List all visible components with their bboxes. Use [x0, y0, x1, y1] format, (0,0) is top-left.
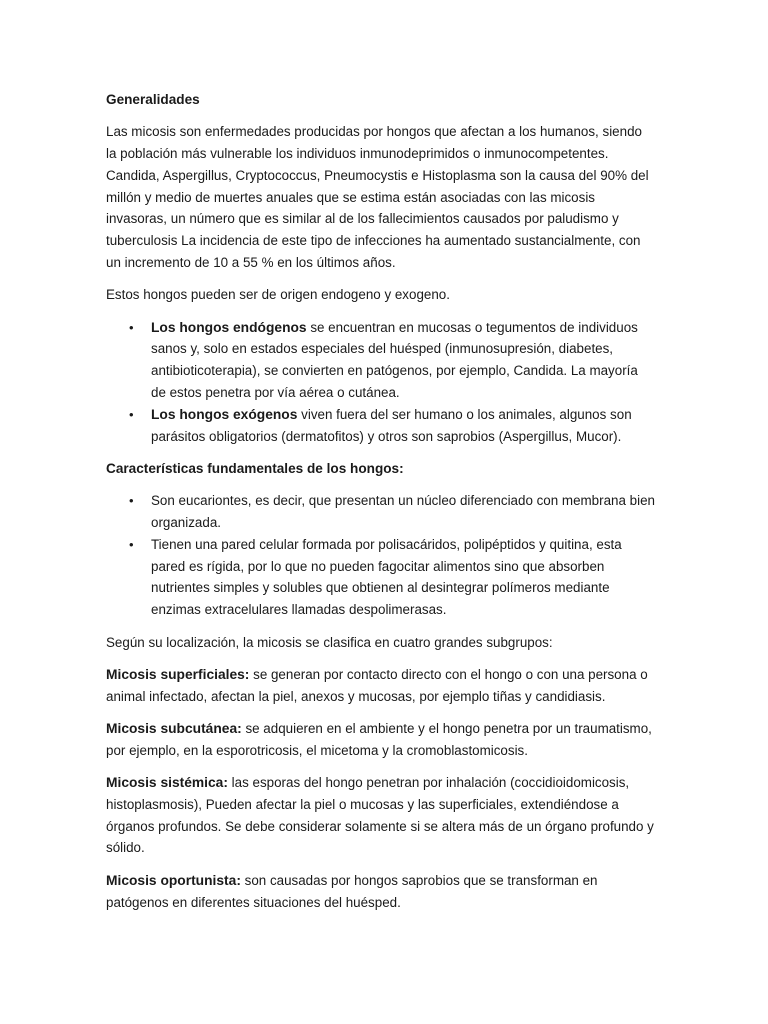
origin-sentence: Estos hongos pueden ser de origen endogeno y exogeno. [106, 287, 450, 303]
term-description: viven fuera del ser humano o los animales, algunos son parásitos obligatorios (dermatofitos) y otros son saprobios (Aspergillus, Mucor). [151, 406, 632, 444]
term-description: se generan por contacto directo con el hongo o con una persona o animal infectado, afectan la piel, anexos y mucosas, por ejemplo tiñas y candidiasis. [106, 666, 648, 704]
characteristic-text: Son eucariontes, es decir, que presentan un núcleo diferenciado con membrana bien organizada. [151, 493, 655, 531]
term-description: las esporas del hongo penetran por inhalación (coccidioidomicosis, histoplasmosis), Pueden afectar la piel o mucosas y las superficiales, extendiéndose a órganos profundos. Se debe considerar solamente si se altera más de un órgano profundo y sólido. [106, 775, 654, 856]
term-description: se encuentran en mucosas o tegumentos de individuos sanos y, solo en estados especiales del huésped (inmunosupresión, diabetes, antibioticoterapia), se convierten en patógenos, por ejemplo, Candida. La mayoría de estos penetra por vía aérea o cutánea. [151, 319, 638, 401]
term-systemic: Micosis sistémica: [106, 775, 228, 791]
characteristic-text: Tienen una pared celular formada por polisacáridos, polipéptidos y quitina, esta pared es rígida, por lo que no pueden fagocitar alimentos sino que absorben nutrientes simples y solubles que obtienen al desintegrar polímeros mediante enzimas extracelulares llamadas despolimerasas. [151, 536, 622, 618]
classification-paragraph [106, 772, 656, 859]
classification-paragraph [106, 664, 656, 708]
list-item [106, 317, 656, 404]
term-endogenous: Los hongos endógenos [151, 319, 307, 335]
list-item [106, 534, 656, 621]
term-description: son causadas por hongos saprobios que se transforman en patógenos en diferentes situaciones del huésped. [106, 872, 598, 910]
bullet-icon: • [129, 536, 134, 552]
term-exogenous: Los hongos exógenos [151, 406, 298, 422]
document-page [106, 88, 656, 924]
term-description: se adquieren en el ambiente y el hongo penetra por un traumatismo, por ejemplo, en la esporotricosis, el micetoma y la cromoblastomicosis. [106, 720, 652, 758]
characteristics-list [106, 490, 656, 621]
term-superficial: Micosis superficiales: [106, 666, 250, 682]
bullet-icon: • [129, 493, 134, 509]
term-subcutaneous: Micosis subcutánea: [106, 720, 242, 736]
section-heading-characteristics: Características fundamentales de los hongos: [106, 460, 404, 476]
list-item [106, 490, 656, 534]
origin-list [106, 317, 656, 448]
list-item [106, 404, 656, 448]
intro-paragraph: Las micosis son enfermedades producidas por hongos que afectan a los humanos, siendo la población más vulnerable los individuos inmunodeprimidos o inmunocompetentes. Candida, Aspergillus, Cryptococcus, Pneumocystis e Histoplasma son la causa del 90% del millón y medio de muertes anuales que se estima están asociadas con las micosis invasoras, un número que es similar al de los fallecimientos causados por paludismo y tuberculosis La incidencia de este tipo de infecciones ha aumentado sustancialmente, con un incremento de 10 a 55 % en los últimos años. [106, 124, 649, 271]
bullet-icon: • [129, 406, 134, 422]
bullet-icon: • [129, 319, 134, 335]
classification-paragraph [106, 870, 656, 914]
classification-paragraph [106, 718, 656, 762]
section-heading-generalidades: Generalidades [106, 92, 200, 107]
term-opportunistic: Micosis oportunista: [106, 872, 241, 888]
classification-intro: Según su localización, la micosis se clasifica en cuatro grandes subgrupos: [106, 634, 553, 650]
